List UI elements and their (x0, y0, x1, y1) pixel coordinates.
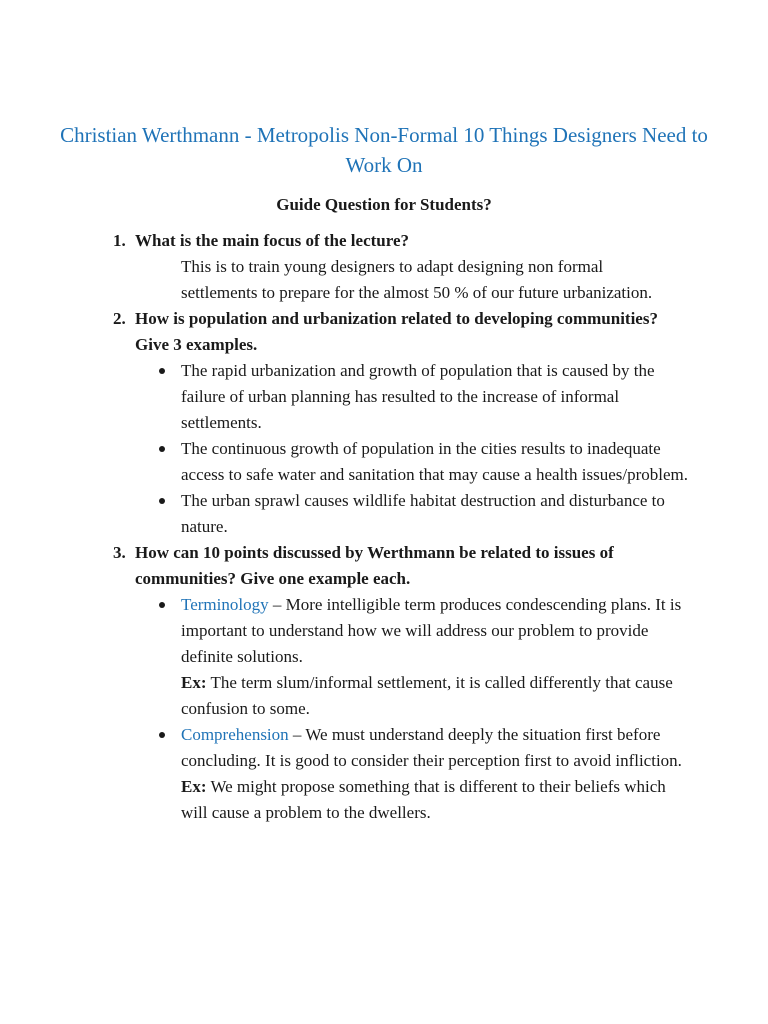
question-number: 2. (113, 309, 126, 328)
document-title: Christian Werthmann - Metropolis Non-Formal 10 Things Designers Need to Work On (60, 123, 708, 177)
question-number: 1. (113, 231, 126, 250)
point-list (135, 592, 688, 826)
question-item-3 (0, 540, 768, 826)
point-description: – We must understand deeply the situation first before concluding. It is good to consider their perception first to avoid infliction. (181, 725, 682, 770)
bullet-text: The rapid urbanization and growth of population that is caused by the failure of urban planning has resulted to the increase of informal settlements. (181, 361, 655, 432)
bullet-text: The urban sprawl causes wildlife habitat destruction and disturbance to nature. (181, 491, 665, 536)
bullet-dot-icon (159, 368, 165, 374)
question-list (0, 228, 768, 826)
question-text: How is population and urbanization related to developing communities? Give 3 examples. (135, 309, 658, 354)
bullet-dot-icon (159, 498, 165, 504)
bullet-dot-icon (159, 446, 165, 452)
point-description: – More intelligible term produces condescending plans. It is important to understand how we will address our problem to provide definite solutions. (181, 595, 682, 666)
question-item-2 (0, 306, 768, 540)
bullet-dot-icon (159, 732, 165, 738)
list-item (135, 592, 688, 722)
question-text: What is the main focus of the lecture? (135, 231, 410, 250)
bullet-text: The continuous growth of population in the cities results to inadequate access to safe water and sanitation that may cause a health issues/problem. (181, 439, 688, 484)
example-text: We might propose something that is different to their beliefs which will cause a problem to the dwellers. (181, 777, 666, 822)
example-label: Ex: (181, 673, 207, 692)
list-item (135, 722, 688, 826)
question-item-1 (0, 228, 768, 306)
list-item (135, 358, 688, 436)
list-item (135, 488, 688, 540)
bullet-list (135, 358, 688, 540)
point-term: Comprehension (181, 725, 289, 744)
bullet-dot-icon (159, 602, 165, 608)
example-text: The term slum/informal settlement, it is called differently that cause confusion to some. (181, 673, 673, 718)
question-text: How can 10 points discussed by Werthmann be related to issues of communities? Give one example each. (135, 543, 614, 588)
document-subtitle: Guide Question for Students? (276, 195, 492, 214)
question-number: 3. (113, 543, 126, 562)
list-item (135, 436, 688, 488)
point-term: Terminology (181, 595, 269, 614)
answer-text: This is to train young designers to adapt designing non formal settlements to prepare for the almost 50 % of our future urbanization. (181, 257, 653, 302)
example-label: Ex: (181, 777, 207, 796)
